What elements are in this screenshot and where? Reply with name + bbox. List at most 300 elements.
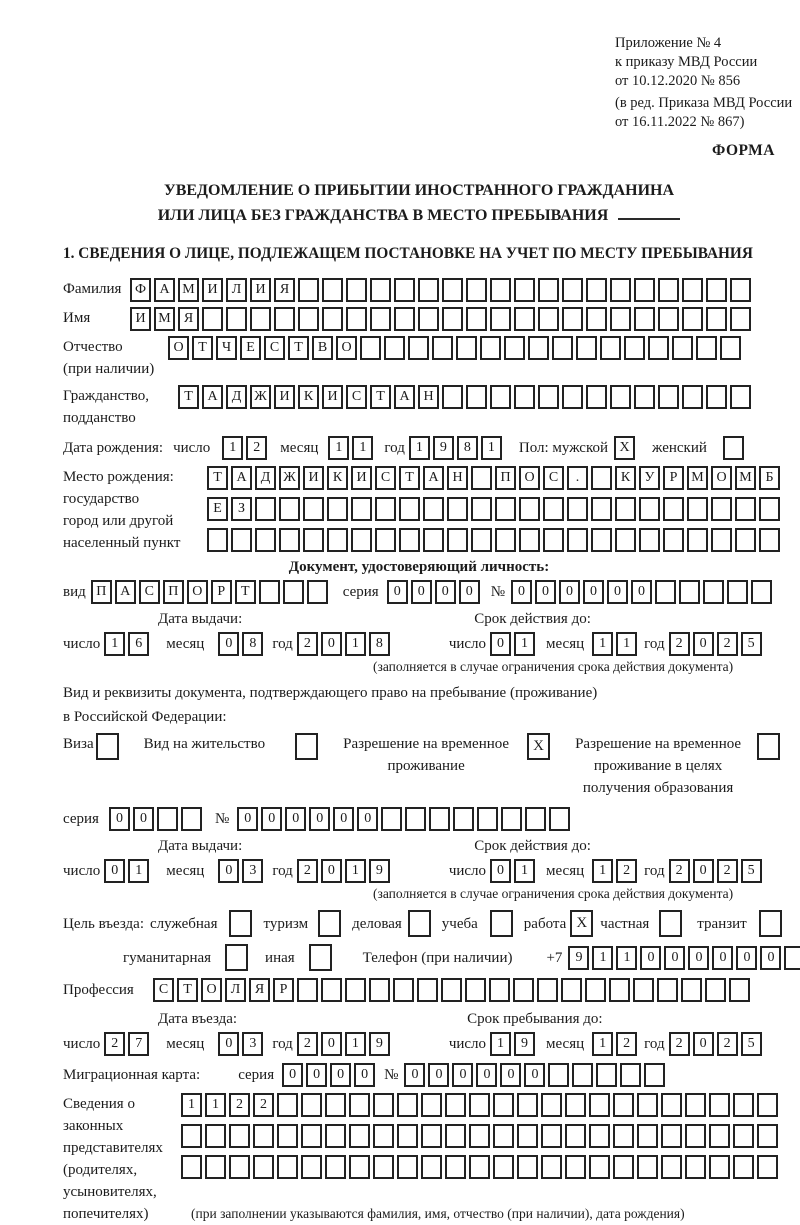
char-cell[interactable] [229,910,252,937]
char-cell[interactable] [757,1124,778,1148]
char-cell[interactable] [307,580,328,604]
char-cell[interactable] [322,278,343,302]
char-cell[interactable]: 0 [411,580,432,604]
char-cell[interactable] [658,385,679,409]
char-cell[interactable] [423,528,444,552]
char-cell[interactable]: 1 [104,632,125,656]
char-cell[interactable] [711,497,732,521]
char-cell[interactable] [229,1124,250,1148]
char-cell[interactable] [295,733,318,760]
char-cell[interactable]: 0 [693,1032,714,1056]
char-cell[interactable] [202,307,223,331]
char-cell[interactable]: О [187,580,208,604]
char-cell[interactable] [255,497,276,521]
char-cell[interactable] [351,497,372,521]
char-cell[interactable] [309,944,332,971]
char-cell[interactable] [519,497,540,521]
char-cell[interactable] [381,807,402,831]
char-cell[interactable] [682,385,703,409]
char-cell[interactable]: П [91,580,112,604]
char-cell[interactable] [517,1155,538,1179]
char-cell[interactable] [393,978,414,1002]
char-cell[interactable] [537,978,558,1002]
purpose-other-checkbox[interactable] [309,944,335,971]
char-cell[interactable] [442,385,463,409]
char-cell[interactable] [466,307,487,331]
char-cell[interactable]: С [139,580,160,604]
char-cell[interactable] [408,336,429,360]
char-cell[interactable] [277,1093,298,1117]
char-cell[interactable]: 0 [404,1063,425,1087]
char-cell[interactable] [301,1093,322,1117]
char-cell[interactable]: Т [235,580,256,604]
char-cell[interactable] [277,1124,298,1148]
entry-year[interactable] [297,1032,393,1056]
char-cell[interactable]: 0 [306,1063,327,1087]
char-cell[interactable]: Л [225,978,246,1002]
char-cell[interactable]: А [231,466,252,490]
char-cell[interactable] [663,497,684,521]
char-cell[interactable]: 0 [664,946,685,970]
char-cell[interactable]: А [423,466,444,490]
doc-issue-year[interactable] [297,632,393,656]
char-cell[interactable]: 1 [328,436,349,460]
char-cell[interactable] [321,978,342,1002]
char-cell[interactable] [493,1093,514,1117]
char-cell[interactable] [421,1124,442,1148]
representatives-row2[interactable] [181,1124,781,1148]
char-cell[interactable]: Н [418,385,439,409]
char-cell[interactable] [441,978,462,1002]
char-cell[interactable] [624,336,645,360]
char-cell[interactable] [253,1124,274,1148]
char-cell[interactable] [477,807,498,831]
char-cell[interactable] [525,807,546,831]
char-cell[interactable] [586,307,607,331]
char-cell[interactable]: 9 [433,436,454,460]
char-cell[interactable]: С [543,466,564,490]
representatives-row3[interactable] [181,1155,781,1179]
char-cell[interactable] [514,307,535,331]
char-cell[interactable] [493,1124,514,1148]
char-cell[interactable] [519,528,540,552]
char-cell[interactable] [423,497,444,521]
char-cell[interactable] [591,466,612,490]
char-cell[interactable]: 0 [237,807,258,831]
char-cell[interactable] [709,1155,730,1179]
char-cell[interactable] [501,807,522,831]
char-cell[interactable] [659,910,682,937]
char-cell[interactable]: 1 [592,859,613,883]
char-cell[interactable] [687,497,708,521]
char-cell[interactable] [384,336,405,360]
residence-number-field[interactable] [237,807,573,831]
char-cell[interactable]: 2 [246,436,267,460]
profession-field[interactable] [153,978,753,1002]
char-cell[interactable] [528,336,549,360]
doc-issue-day[interactable] [104,632,152,656]
char-cell[interactable] [757,733,780,760]
char-cell[interactable]: Д [226,385,247,409]
char-cell[interactable] [757,1093,778,1117]
char-cell[interactable]: 8 [369,632,390,656]
char-cell[interactable]: . [567,466,588,490]
char-cell[interactable] [351,528,372,552]
char-cell[interactable] [730,385,751,409]
char-cell[interactable] [727,580,748,604]
char-cell[interactable] [733,1093,754,1117]
char-cell[interactable] [301,1155,322,1179]
char-cell[interactable] [303,528,324,552]
char-cell[interactable] [469,1124,490,1148]
birth-day-field[interactable] [222,436,270,460]
char-cell[interactable]: И [351,466,372,490]
char-cell[interactable] [421,1093,442,1117]
char-cell[interactable] [349,1155,370,1179]
char-cell[interactable] [552,336,573,360]
char-cell[interactable] [226,307,247,331]
char-cell[interactable] [543,497,564,521]
char-cell[interactable]: 1 [345,1032,366,1056]
char-cell[interactable] [96,733,119,760]
char-cell[interactable] [495,497,516,521]
char-cell[interactable] [661,1155,682,1179]
char-cell[interactable] [325,1124,346,1148]
char-cell[interactable]: С [153,978,174,1002]
residence-permit-checkbox[interactable] [295,733,321,760]
char-cell[interactable] [620,1063,641,1087]
char-cell[interactable]: 0 [459,580,480,604]
char-cell[interactable] [325,1155,346,1179]
char-cell[interactable] [658,307,679,331]
char-cell[interactable] [685,1155,706,1179]
char-cell[interactable] [405,807,426,831]
char-cell[interactable] [466,278,487,302]
char-cell[interactable]: 1 [181,1093,202,1117]
sex-male-checkbox[interactable] [614,436,638,460]
char-cell[interactable] [711,528,732,552]
char-cell[interactable]: Б [759,466,780,490]
char-cell[interactable] [538,278,559,302]
char-cell[interactable]: 1 [352,436,373,460]
char-cell[interactable] [360,336,381,360]
char-cell[interactable]: 0 [736,946,757,970]
residence-series-field[interactable] [109,807,205,831]
char-cell[interactable] [490,385,511,409]
char-cell[interactable]: 0 [452,1063,473,1087]
char-cell[interactable]: Т [177,978,198,1002]
char-cell[interactable] [489,978,510,1002]
char-cell[interactable]: 0 [109,807,130,831]
purpose-tourism-checkbox[interactable] [318,910,344,937]
char-cell[interactable] [456,336,477,360]
given-name-field[interactable] [130,307,754,331]
char-cell[interactable] [696,336,717,360]
phone-field[interactable] [568,946,800,970]
char-cell[interactable] [157,807,178,831]
char-cell[interactable] [672,336,693,360]
char-cell[interactable] [733,1155,754,1179]
char-cell[interactable]: 0 [693,632,714,656]
char-cell[interactable]: 0 [559,580,580,604]
char-cell[interactable] [394,307,415,331]
char-cell[interactable]: 5 [741,632,762,656]
char-cell[interactable] [327,528,348,552]
residence-issue-year[interactable] [297,859,393,883]
char-cell[interactable] [490,278,511,302]
char-cell[interactable] [610,307,631,331]
char-cell[interactable]: 0 [500,1063,521,1087]
char-cell[interactable] [730,307,751,331]
char-cell[interactable]: И [322,385,343,409]
char-cell[interactable] [589,1124,610,1148]
char-cell[interactable] [322,307,343,331]
char-cell[interactable] [399,497,420,521]
char-cell[interactable] [759,528,780,552]
char-cell[interactable] [421,1155,442,1179]
char-cell[interactable]: И [250,278,271,302]
char-cell[interactable] [345,978,366,1002]
char-cell[interactable] [538,307,559,331]
char-cell[interactable]: 0 [309,807,330,831]
char-cell[interactable] [658,278,679,302]
char-cell[interactable]: А [115,580,136,604]
birth-place-row2[interactable] [207,497,783,521]
char-cell[interactable] [576,336,597,360]
char-cell[interactable] [229,1155,250,1179]
char-cell[interactable]: X [570,910,593,937]
char-cell[interactable] [490,307,511,331]
char-cell[interactable] [610,278,631,302]
char-cell[interactable]: 2 [297,632,318,656]
char-cell[interactable]: 0 [218,1032,239,1056]
char-cell[interactable]: 0 [535,580,556,604]
char-cell[interactable]: 6 [128,632,149,656]
char-cell[interactable] [685,1124,706,1148]
char-cell[interactable] [685,1093,706,1117]
char-cell[interactable]: Т [288,336,309,360]
char-cell[interactable] [541,1124,562,1148]
char-cell[interactable] [471,528,492,552]
char-cell[interactable]: Л [226,278,247,302]
char-cell[interactable] [297,978,318,1002]
char-cell[interactable]: О [336,336,357,360]
char-cell[interactable] [565,1155,586,1179]
char-cell[interactable] [517,1093,538,1117]
char-cell[interactable] [682,307,703,331]
char-cell[interactable] [634,385,655,409]
char-cell[interactable] [181,807,202,831]
residence-issue-month[interactable] [218,859,266,883]
char-cell[interactable] [639,497,660,521]
char-cell[interactable]: А [154,278,175,302]
char-cell[interactable]: 2 [717,859,738,883]
char-cell[interactable] [751,580,772,604]
char-cell[interactable]: И [274,385,295,409]
char-cell[interactable] [565,1093,586,1117]
char-cell[interactable] [327,497,348,521]
purpose-private-checkbox[interactable] [659,910,685,937]
char-cell[interactable]: 1 [345,632,366,656]
char-cell[interactable]: М [735,466,756,490]
char-cell[interactable]: Т [399,466,420,490]
char-cell[interactable]: 0 [333,807,354,831]
char-cell[interactable] [637,1093,658,1117]
char-cell[interactable]: Я [274,278,295,302]
char-cell[interactable] [562,278,583,302]
char-cell[interactable]: 0 [511,580,532,604]
char-cell[interactable] [349,1093,370,1117]
char-cell[interactable]: 0 [435,580,456,604]
char-cell[interactable]: С [346,385,367,409]
char-cell[interactable]: 1 [616,632,637,656]
char-cell[interactable]: X [527,733,550,760]
char-cell[interactable] [517,1124,538,1148]
char-cell[interactable] [370,307,391,331]
doc-issue-month[interactable] [218,632,266,656]
char-cell[interactable] [709,1124,730,1148]
char-cell[interactable] [729,978,750,1002]
char-cell[interactable] [561,978,582,1002]
char-cell[interactable] [541,1155,562,1179]
char-cell[interactable] [679,580,700,604]
char-cell[interactable]: Т [207,466,228,490]
char-cell[interactable] [663,528,684,552]
char-cell[interactable] [259,580,280,604]
char-cell[interactable]: 0 [261,807,282,831]
char-cell[interactable]: 3 [242,859,263,883]
char-cell[interactable]: Т [192,336,213,360]
char-cell[interactable] [639,528,660,552]
char-cell[interactable] [375,497,396,521]
birth-year-field[interactable] [409,436,505,460]
char-cell[interactable] [397,1093,418,1117]
char-cell[interactable] [784,946,800,970]
char-cell[interactable]: 0 [631,580,652,604]
char-cell[interactable] [655,580,676,604]
char-cell[interactable] [687,528,708,552]
char-cell[interactable]: 2 [253,1093,274,1117]
char-cell[interactable] [346,307,367,331]
char-cell[interactable]: С [264,336,285,360]
char-cell[interactable]: Е [207,497,228,521]
char-cell[interactable] [277,1155,298,1179]
char-cell[interactable]: А [202,385,223,409]
char-cell[interactable] [613,1093,634,1117]
char-cell[interactable]: 0 [524,1063,545,1087]
char-cell[interactable]: 1 [592,946,613,970]
char-cell[interactable] [397,1124,418,1148]
char-cell[interactable] [205,1155,226,1179]
char-cell[interactable] [596,1063,617,1087]
char-cell[interactable] [514,385,535,409]
char-cell[interactable]: 2 [104,1032,125,1056]
char-cell[interactable]: Я [178,307,199,331]
char-cell[interactable] [759,497,780,521]
char-cell[interactable] [548,1063,569,1087]
char-cell[interactable]: М [687,466,708,490]
char-cell[interactable]: Е [240,336,261,360]
char-cell[interactable] [394,278,415,302]
char-cell[interactable]: 0 [387,580,408,604]
char-cell[interactable]: 0 [760,946,781,970]
char-cell[interactable]: 1 [481,436,502,460]
char-cell[interactable]: Ж [250,385,271,409]
char-cell[interactable] [447,528,468,552]
char-cell[interactable] [429,807,450,831]
char-cell[interactable]: 1 [616,946,637,970]
char-cell[interactable] [757,1155,778,1179]
char-cell[interactable] [720,336,741,360]
char-cell[interactable] [681,978,702,1002]
mc-series-field[interactable] [282,1063,378,1087]
patronymic-field[interactable] [168,336,744,360]
purpose-study-checkbox[interactable] [490,910,516,937]
char-cell[interactable] [369,978,390,1002]
char-cell[interactable] [225,944,248,971]
doc-kind-field[interactable] [91,580,331,604]
char-cell[interactable] [589,1155,610,1179]
char-cell[interactable] [418,307,439,331]
char-cell[interactable]: 0 [218,632,239,656]
char-cell[interactable] [735,528,756,552]
char-cell[interactable]: О [711,466,732,490]
char-cell[interactable] [615,528,636,552]
char-cell[interactable] [250,307,271,331]
char-cell[interactable] [705,978,726,1002]
surname-field[interactable] [130,278,754,302]
char-cell[interactable] [504,336,525,360]
char-cell[interactable] [613,1124,634,1148]
char-cell[interactable] [709,1093,730,1117]
char-cell[interactable] [706,385,727,409]
char-cell[interactable]: Р [211,580,232,604]
char-cell[interactable]: Т [178,385,199,409]
char-cell[interactable] [432,336,453,360]
char-cell[interactable] [589,1093,610,1117]
char-cell[interactable]: 0 [321,632,342,656]
char-cell[interactable] [447,497,468,521]
char-cell[interactable] [279,497,300,521]
char-cell[interactable] [471,466,492,490]
char-cell[interactable] [703,580,724,604]
char-cell[interactable]: 2 [297,1032,318,1056]
char-cell[interactable]: 1 [592,632,613,656]
char-cell[interactable]: 1 [592,1032,613,1056]
char-cell[interactable] [644,1063,665,1087]
char-cell[interactable]: П [163,580,184,604]
char-cell[interactable]: 1 [514,859,535,883]
char-cell[interactable] [298,307,319,331]
char-cell[interactable]: И [202,278,223,302]
stay-day[interactable] [490,1032,538,1056]
char-cell[interactable] [591,497,612,521]
birth-place-row3[interactable] [207,528,783,552]
purpose-work-checkbox[interactable] [570,910,596,937]
char-cell[interactable] [418,278,439,302]
char-cell[interactable]: 0 [693,859,714,883]
char-cell[interactable] [759,910,782,937]
char-cell[interactable] [565,1124,586,1148]
char-cell[interactable]: И [130,307,151,331]
char-cell[interactable]: 5 [741,1032,762,1056]
char-cell[interactable] [637,1155,658,1179]
char-cell[interactable]: К [615,466,636,490]
char-cell[interactable]: 1 [409,436,430,460]
char-cell[interactable] [205,1124,226,1148]
char-cell[interactable]: О [201,978,222,1002]
char-cell[interactable]: 0 [640,946,661,970]
